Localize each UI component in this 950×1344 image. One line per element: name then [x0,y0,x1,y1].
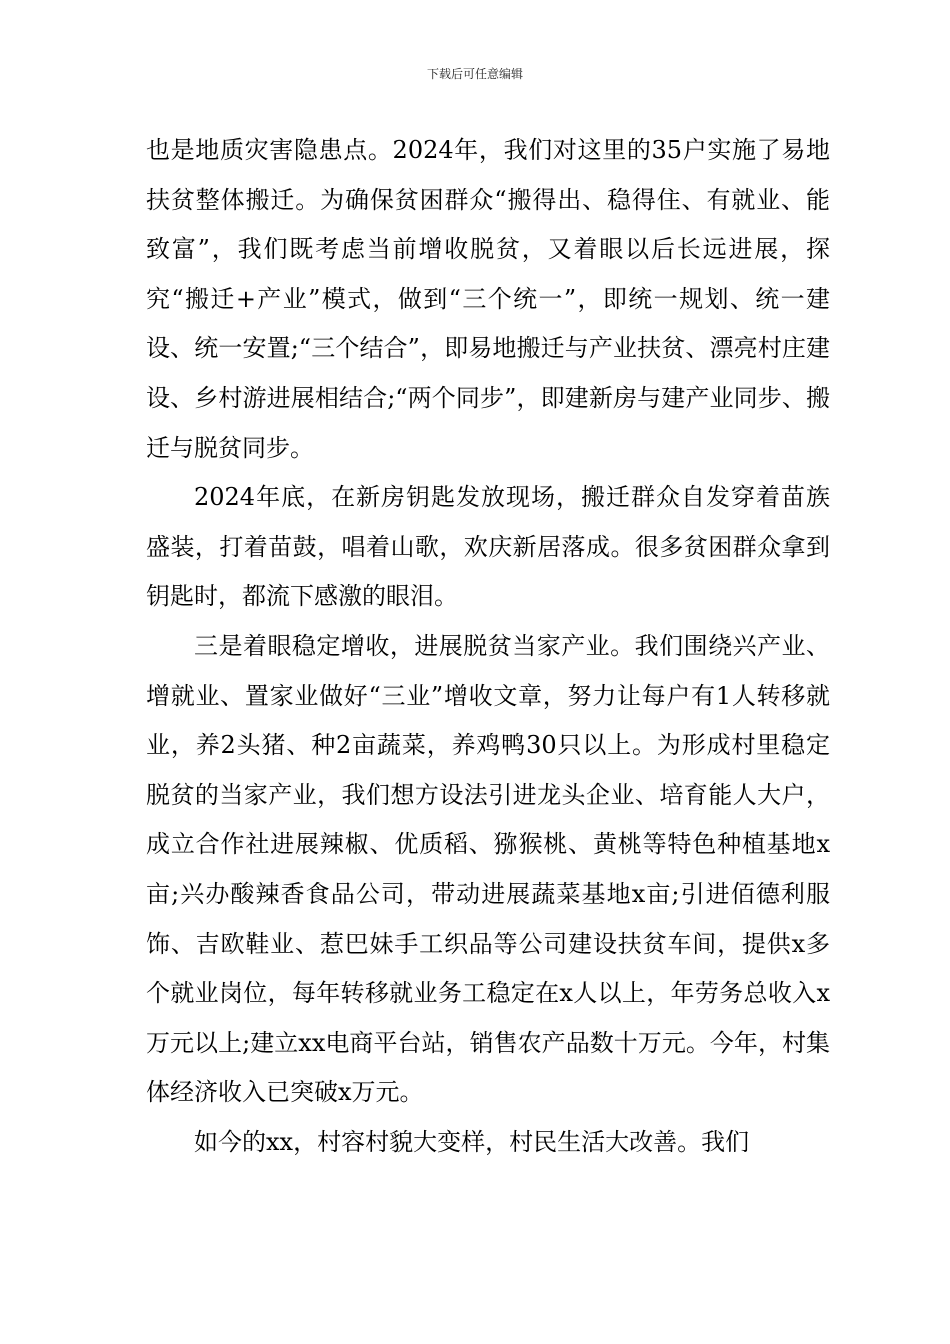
paragraph-new-house-keys: 2024年底，在新房钥匙发放现场，搬迁群众自发穿着苗族盛装，打着苗鼓，唱着山歌，欢庆新居落成。很多贫困群众拿到钥匙时，都流下感激的眼泪。 [146,483,830,611]
page-header-note: 下载后可任意编辑 [426,67,523,81]
paragraph-relocation: 也是地质灾害隐患点。2024年，我们对这里的35户实施了易地扶贫整体搬迁。为确保贫困群众“搬得出、稳得住、有就业、能致富”，我们既考虑当前增收脱贫，又着眼以后长远进展，探究“搬迁+产业”模式，做到“三个统一”，即统一规划、统一建设、统一安置;“三个结合”，即易地搬迁与产业扶贫、漂亮村庄建设、乡村游进展相结合;“两个同步”，即建新房与建产业同步、搬迁与脱贫同步。 [146,136,830,462]
paragraph-village-today: 如今的xx，村容村貌大变样，村民生活大改善。我们 [194,1127,750,1156]
paragraph-stable-income: 三是着眼稳定增收，进展脱贫当家产业。我们围绕兴产业、增就业、置家业做好“三业”增收文章，努力让每户有1人转移就业，养2头猪、种2亩蔬菜，养鸡鸭30只以上。为形成村里稳定脱贫的当家产业，我们想方设法引进龙头企业、培育能人大户，成立合作社进展辣椒、优质稻、猕猴桃、黄桃等特色种植基地x亩;兴办酸辣香食品公司，带动进展蔬菜基地x亩;引进佰德利服饰、吉欧鞋业、惹巴妹手工织品等公司建设扶贫车间，提供x多个就业岗位，每年转移就业务工稳定在x人以上，年劳务总收入x万元以上;建立xx电商平台站，销售农产品数十万元。今年，村集体经济收入已突破x万元。 [146,631,830,1107]
document-body [146,126,830,1167]
